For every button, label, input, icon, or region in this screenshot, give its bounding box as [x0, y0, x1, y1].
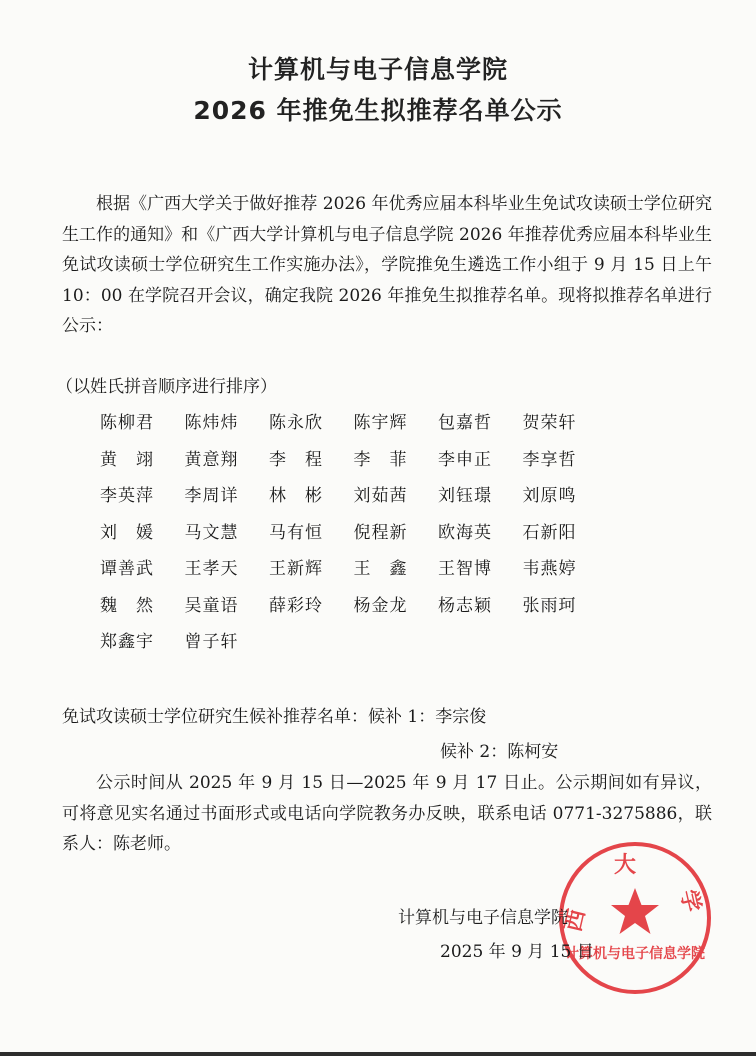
candidate-name: 王智博	[438, 559, 492, 579]
candidate-name: 陈永欣	[269, 413, 323, 433]
candidate-name: 郑鑫宇	[100, 632, 154, 652]
candidate-name: 薛彩玲	[269, 595, 323, 616]
name-list	[100, 408, 607, 664]
seal-star-icon	[611, 888, 659, 934]
candidate-name: 曾子轩	[184, 632, 239, 652]
name-row	[100, 591, 607, 628]
seal-bottom-text: 计算机与电子信息学院	[565, 946, 705, 962]
name-row	[100, 627, 607, 664]
candidate-name: 陈柳君	[100, 413, 154, 433]
doc-title-line1: 计算机与电子信息学院	[247, 55, 508, 84]
seal-top-text: 西 大 学	[560, 852, 710, 935]
candidate-name: 倪程新	[353, 522, 408, 543]
candidate-name: 刘茹茜	[353, 486, 408, 506]
name-row	[100, 481, 607, 518]
candidate-name: 陈宇辉	[353, 413, 408, 433]
candidate-name: 马有恒	[269, 522, 323, 543]
signature-date: 2025 年 9 月 15 日	[440, 942, 594, 962]
candidate-name: 贺荣轩	[522, 413, 577, 433]
candidate-name: 李 菲	[353, 449, 408, 470]
candidate-name: 李周详	[184, 486, 239, 506]
official-seal	[555, 838, 715, 998]
candidate-name: 魏 然	[100, 595, 154, 616]
alternate-2: 候补 2：陈柯安	[440, 742, 559, 762]
candidate-name: 石新阳	[522, 522, 577, 543]
candidate-name: 张雨珂	[522, 595, 577, 616]
candidate-name: 黄 翊	[100, 449, 154, 470]
candidate-name: 刘钰璟	[438, 486, 492, 506]
candidate-name: 欧海英	[438, 522, 492, 543]
candidate-name: 王孝天	[184, 559, 239, 579]
candidate-name: 林 彬	[269, 486, 323, 506]
candidate-name: 杨金龙	[353, 595, 408, 616]
candidate-name: 韦燕婷	[522, 559, 577, 579]
name-row	[100, 554, 607, 591]
name-row	[100, 518, 607, 555]
signature-org: 计算机与电子信息学院	[398, 908, 568, 928]
candidate-name: 李享哲	[522, 449, 577, 470]
alternates-label: 免试攻读硕士学位研究生候补推荐名单：	[62, 707, 368, 727]
candidate-name: 李英萍	[100, 486, 154, 506]
candidate-name: 陈炜炜	[184, 413, 239, 433]
sort-note: （以姓氏拼音顺序进行排序）	[56, 377, 277, 397]
candidate-name: 王新辉	[269, 559, 323, 579]
candidate-name: 马文慧	[184, 522, 239, 543]
candidate-name: 杨志颖	[438, 595, 492, 616]
candidate-name: 刘原鸣	[522, 486, 577, 506]
doc-title-line2: 2026 年推免生拟推荐名单公示	[193, 96, 563, 125]
page-bottom-edge	[0, 1052, 756, 1056]
name-row	[100, 445, 607, 482]
candidate-name: 李申正	[438, 449, 492, 470]
intro-paragraph: 根据《广西大学关于做好推荐 2026 年优秀应届本科毕业生免试攻读硕士学位研究生工作的通知》和《广西大学计算机与电子信息学院 2026 年推荐优秀应届本科毕业生免试攻读硕士学位研究生工作实施办法》，学院推免生遴选工作小组于 9 月 15 日上午 10：00 在学院召开会议，确定我院 2026 年推免生拟推荐名单。现将拟推荐名单进行公示：	[62, 194, 712, 336]
candidate-name: 包嘉哲	[438, 413, 492, 433]
candidate-name: 吴童语	[184, 595, 239, 616]
candidate-name: 刘 媛	[100, 522, 154, 543]
candidate-name: 王 鑫	[353, 559, 408, 579]
notice-paragraph: 公示时间从 2025 年 9 月 15 日—2025 年 9 月 17 日止。公示期间如有异议，可将意见实名通过书面形式或电话向学院教务办反映，联系电话 0771-3275886，联系人：陈老师。	[62, 773, 712, 854]
candidate-name: 黄意翔	[184, 449, 239, 470]
candidate-name: 谭善武	[100, 559, 154, 579]
alternates-heading	[62, 702, 486, 727]
name-row	[100, 408, 607, 445]
alternate-1: 候补 1：李宗俊	[368, 707, 487, 727]
candidate-name: 李 程	[269, 449, 323, 470]
